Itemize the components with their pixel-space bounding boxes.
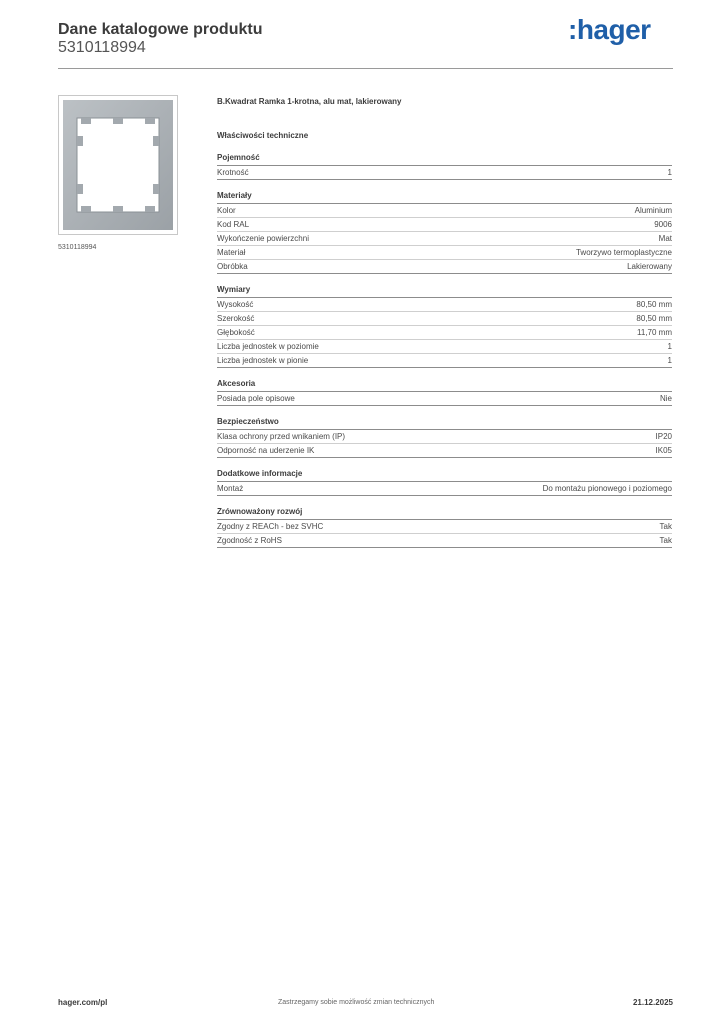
spec-row <box>217 312 672 326</box>
spec-row <box>217 534 672 548</box>
spec-label: Kod RAL <box>217 220 250 229</box>
spec-label: Zgodny z REACh - bez SVHC <box>217 522 324 531</box>
section-title: Bezpieczeństwo <box>217 415 672 430</box>
spec-row <box>217 430 672 444</box>
spec-row <box>217 482 672 496</box>
section-title: Zrównoważony rozwój <box>217 505 672 520</box>
spec-label: Odporność na uderzenie IK <box>217 446 315 455</box>
spec-label: Krotność <box>217 168 249 177</box>
spec-value: Lakierowany <box>627 262 672 271</box>
spec-value: 1 <box>667 356 672 365</box>
header-divider <box>58 68 673 69</box>
section-title: Dodatkowe informacje <box>217 467 672 482</box>
spec-row <box>217 392 672 406</box>
hager-logo: :hager <box>568 14 651 45</box>
spec-row <box>217 246 672 260</box>
specifications-table <box>217 151 672 557</box>
spec-value: IK05 <box>655 446 672 455</box>
spec-value: Tworzywo termoplastyczne <box>575 248 672 257</box>
spec-value: 1 <box>667 342 672 351</box>
spec-label: Liczba jednostek w pionie <box>217 356 309 365</box>
spec-row <box>217 340 672 354</box>
technical-properties-heading: Właściwości techniczne <box>217 131 309 140</box>
spec-value: Aluminium <box>634 206 672 215</box>
spec-row <box>217 218 672 232</box>
page-title: Dane katalogowe produktu <box>58 21 263 38</box>
spec-label: Szerokość <box>217 314 255 323</box>
spec-row <box>217 260 672 274</box>
spec-section <box>217 505 672 548</box>
spec-section <box>217 415 672 458</box>
spec-label: Kolor <box>217 206 236 215</box>
spec-label: Materiał <box>217 248 246 257</box>
section-title: Pojemność <box>217 151 672 166</box>
spec-value: Tak <box>659 536 672 545</box>
spec-value: IP20 <box>655 432 672 441</box>
spec-value: 11,70 mm <box>637 328 672 337</box>
spec-row <box>217 444 672 458</box>
spec-row <box>217 232 672 246</box>
spec-row <box>217 520 672 534</box>
image-caption: 5310118994 <box>58 244 97 251</box>
spec-row <box>217 204 672 218</box>
spec-value: Nie <box>659 394 672 403</box>
spec-label: Posiada pole opisowe <box>217 394 295 403</box>
spec-row <box>217 166 672 180</box>
footer-website[interactable]: hager.com/pl <box>58 998 108 1007</box>
spec-value: Tak <box>659 522 672 531</box>
spec-value: Do montażu pionowego i poziomego <box>542 484 672 493</box>
spec-label: Montaż <box>217 484 244 493</box>
spec-label: Wysokość <box>217 300 254 309</box>
frame-illustration <box>59 96 177 234</box>
spec-label: Wykończenie powierzchni <box>217 234 309 243</box>
spec-section <box>217 189 672 274</box>
spec-value: 1 <box>667 168 672 177</box>
product-code: 5310118994 <box>58 39 146 56</box>
spec-label: Zgodność z RoHS <box>217 536 282 545</box>
spec-value: 80,50 mm <box>636 300 672 309</box>
spec-section <box>217 377 672 406</box>
footer-disclaimer: Zastrzegamy sobie możliwość zmian technicznych <box>278 999 435 1006</box>
spec-label: Głębokość <box>217 328 255 337</box>
spec-row <box>217 298 672 312</box>
section-title: Akcesoria <box>217 377 672 392</box>
spec-section <box>217 151 672 180</box>
spec-value: 80,50 mm <box>636 314 672 323</box>
footer-date: 21.12.2025 <box>632 998 673 1007</box>
spec-label: Obróbka <box>217 262 248 271</box>
spec-section <box>217 283 672 368</box>
section-title: Wymiary <box>217 283 672 298</box>
spec-row <box>217 326 672 340</box>
spec-label: Liczba jednostek w poziomie <box>217 342 319 351</box>
product-name: B.Kwadrat Ramka 1-krotna, alu mat, lakierowany <box>217 97 402 106</box>
spec-section <box>217 467 672 496</box>
spec-value: 9006 <box>654 220 672 229</box>
product-image <box>58 95 178 235</box>
spec-value: Mat <box>658 234 672 243</box>
spec-row <box>217 354 672 368</box>
spec-label: Klasa ochrony przed wnikaniem (IP) <box>217 432 346 441</box>
section-title: Materiały <box>217 189 672 204</box>
